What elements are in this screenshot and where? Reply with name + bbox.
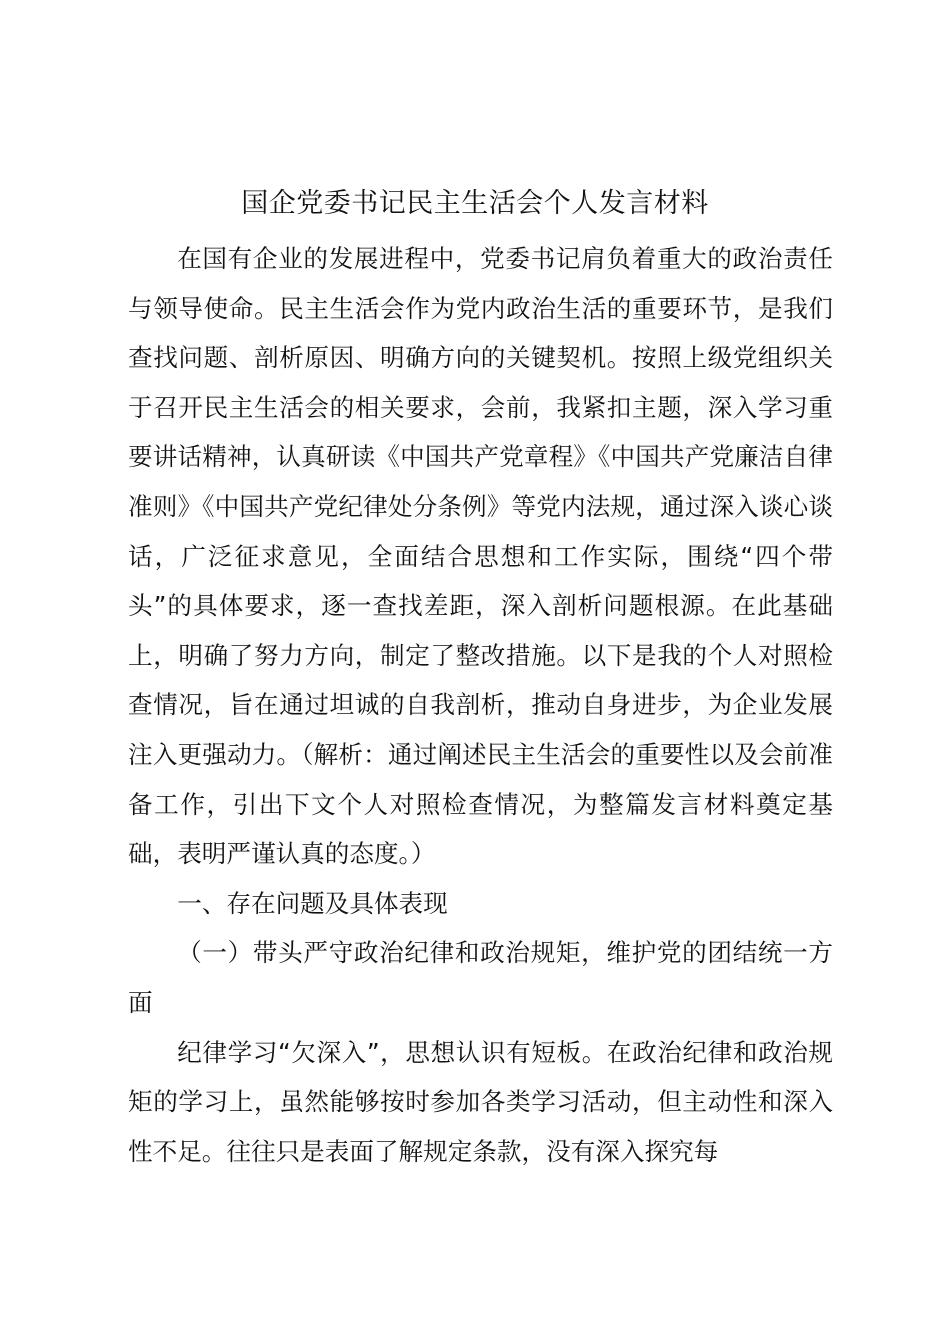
intro-paragraph: 在国有企业的发展进程中，党委书记肩负着重大的政治责任与领导使命。民主生活会作为党内政治生活的重要环节，是我们查找问题、剖析原因、明确方向的关键契机。按照上级党组织关于召开民主生活会的相关要求，会前，我紧扣主题，深入学习重要讲话精神，认真研读《中国共产党章程》《中国共产党廉洁自律准则》《中国共产党纪律处分条例》等党内法规，通过深入谈心谈话，广泛征求意见，全面结合思想和工作实际，围绕“四个带头”的具体要求，逐一查找差距，深入剖析问题根源。在此基础上，明确了努力方向，制定了整改措施。以下是我的个人对照检查情况，旨在通过坦诚的自我剖析，推动自身进步，为企业发展注入更强动力。（解析：通过阐述民主生活会的重要性以及会前准备工作，引出下文个人对照检查情况，为整篇发言材料奠定基础，表明严谨认真的态度。） xyxy=(128,244,833,869)
document-title: 国企党委书记民主生活会个人发言材料 xyxy=(241,188,709,219)
subsection-heading: （一）带头严守政治纪律和政治规矩，维护党的团结统一方面 xyxy=(128,938,833,1017)
section-heading: 一、存在问题及具体表现 xyxy=(177,888,448,918)
body-paragraph: 纪律学习“欠深入”，思想认识有短板。在政治纪律和政治规矩的学习上，虽然能够按时参加各类学习活动，但主动性和深入性不足。往往只是表面了解规定条款，没有深入探究每 xyxy=(128,1037,833,1166)
document-body xyxy=(128,234,833,1176)
